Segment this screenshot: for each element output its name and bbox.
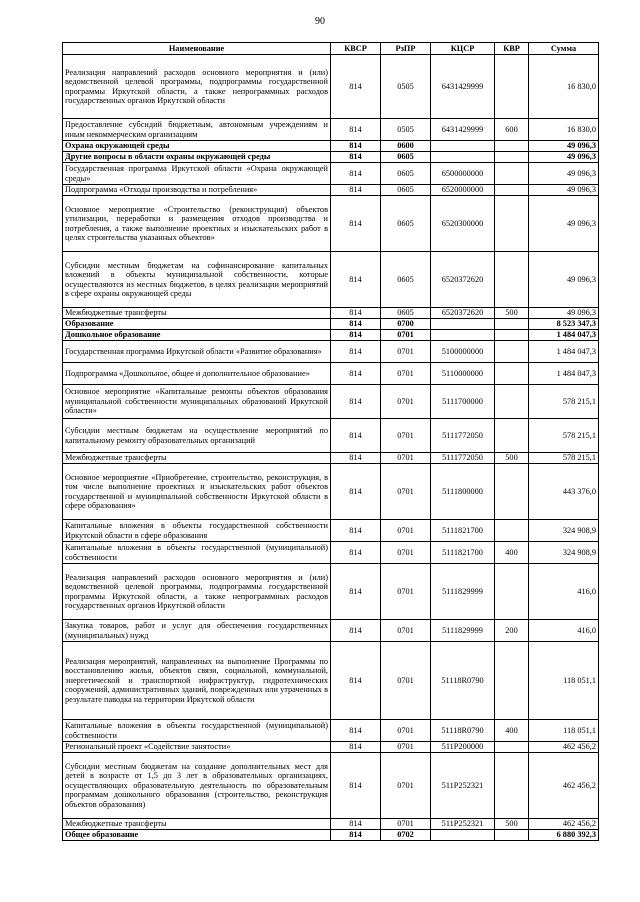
cell-rzpr: 0605	[381, 152, 431, 163]
cell-rzpr: 0701	[381, 419, 431, 453]
cell-kvsr: 814	[331, 419, 381, 453]
cell-sum: 8 523 347,3	[529, 319, 599, 330]
table-row	[63, 742, 599, 753]
cell-sum: 462 456,2	[529, 742, 599, 753]
cell-kvsr: 814	[331, 252, 381, 308]
cell-name: Межбюджетные трансферты	[63, 819, 331, 830]
table-body	[63, 55, 599, 841]
cell-name: Реализация направлений расходов основного мероприятия и (или) ведомственной целевой программы, подпрограммы государственной программы Иркутской области, а также непрограммных расходов государственных органов Иркутской области	[63, 564, 331, 620]
cell-rzpr: 0701	[381, 520, 431, 542]
cell-sum: 16 830,0	[529, 119, 599, 141]
cell-kcsr: 5100000000	[431, 341, 495, 363]
cell-kvr	[495, 341, 529, 363]
cell-kvsr: 814	[331, 119, 381, 141]
cell-name: Государственная программа Иркутской области «Развитие образования»	[63, 341, 331, 363]
cell-name: Реализация направлений расходов основного мероприятия и (или) ведомственной целевой программы, подпрограммы государственной программы Иркутской области, а также непрограммных расходов государственных органов Иркутской области	[63, 55, 331, 119]
cell-kcsr: 6520372620	[431, 252, 495, 308]
cell-rzpr: 0701	[381, 363, 431, 385]
cell-sum: 1 484 047,3	[529, 363, 599, 385]
cell-sum: 16 830,0	[529, 55, 599, 119]
cell-kvr	[495, 363, 529, 385]
cell-name: Капитальные вложения в объекты государственной (муниципальной) собственности	[63, 720, 331, 742]
cell-kcsr: 51118R0790	[431, 642, 495, 720]
cell-kvsr: 814	[331, 55, 381, 119]
cell-sum: 49 096,3	[529, 141, 599, 152]
cell-kvsr: 814	[331, 308, 381, 319]
table-row	[63, 330, 599, 341]
cell-kvsr: 814	[331, 163, 381, 185]
cell-kvsr: 814	[331, 185, 381, 196]
cell-kvsr: 814	[331, 152, 381, 163]
table-row	[63, 419, 599, 453]
table-row	[63, 152, 599, 163]
cell-rzpr: 0605	[381, 185, 431, 196]
cell-kvr	[495, 141, 529, 152]
cell-rzpr: 0701	[381, 642, 431, 720]
cell-kcsr: 5111800000	[431, 464, 495, 520]
cell-sum: 462 456,2	[529, 753, 599, 819]
cell-rzpr: 0605	[381, 196, 431, 252]
cell-name: Субсидии местным бюджетам на осуществление мероприятий по капитальному ремонту образовательных организаций	[63, 419, 331, 453]
table-row	[63, 753, 599, 819]
cell-kcsr: 511P252321	[431, 753, 495, 819]
cell-kvr: 500	[495, 308, 529, 319]
cell-kvr	[495, 55, 529, 119]
cell-kcsr: 5111821700	[431, 520, 495, 542]
table-row	[63, 252, 599, 308]
cell-rzpr: 0701	[381, 819, 431, 830]
cell-sum: 443 376,0	[529, 464, 599, 520]
table-row	[63, 185, 599, 196]
cell-name: Основное мероприятие «Капитальные ремонты объектов образования муниципальной собственности муниципальных образований Иркутской области»	[63, 385, 331, 419]
cell-rzpr: 0701	[381, 620, 431, 642]
table-row	[63, 542, 599, 564]
header-kcsr: КЦСР	[431, 43, 495, 55]
table-row	[63, 319, 599, 330]
cell-name: Образование	[63, 319, 331, 330]
cell-kcsr	[431, 152, 495, 163]
cell-rzpr: 0701	[381, 341, 431, 363]
cell-kvr	[495, 252, 529, 308]
cell-sum: 6 880 392,3	[529, 830, 599, 841]
table-row	[63, 141, 599, 152]
cell-name: Общее образование	[63, 830, 331, 841]
table-row	[63, 720, 599, 742]
cell-sum: 118 051,1	[529, 720, 599, 742]
cell-kvr	[495, 642, 529, 720]
cell-kcsr	[431, 319, 495, 330]
cell-kvr	[495, 753, 529, 819]
header-sum: Сумма	[529, 43, 599, 55]
cell-kcsr: 51118R0790	[431, 720, 495, 742]
cell-kvr	[495, 163, 529, 185]
table-row	[63, 163, 599, 185]
cell-kcsr	[431, 830, 495, 841]
cell-sum: 578 215,1	[529, 419, 599, 453]
cell-kvr: 500	[495, 819, 529, 830]
cell-kvr: 600	[495, 119, 529, 141]
table-row	[63, 385, 599, 419]
cell-sum: 49 096,3	[529, 152, 599, 163]
cell-sum: 49 096,3	[529, 185, 599, 196]
page-number: 90	[315, 16, 325, 27]
cell-rzpr: 0701	[381, 564, 431, 620]
table-row	[63, 819, 599, 830]
cell-kvr	[495, 564, 529, 620]
cell-kcsr: 6431429999	[431, 55, 495, 119]
table-row	[63, 308, 599, 319]
cell-rzpr: 0701	[381, 742, 431, 753]
cell-kvsr: 814	[331, 830, 381, 841]
cell-name: Охрана окружающей среды	[63, 141, 331, 152]
cell-rzpr: 0701	[381, 542, 431, 564]
cell-kvsr: 814	[331, 196, 381, 252]
cell-kvsr: 814	[331, 642, 381, 720]
cell-kvsr: 814	[331, 564, 381, 620]
cell-kcsr: 5111700000	[431, 385, 495, 419]
cell-kcsr: 5110000000	[431, 363, 495, 385]
cell-name: Субсидии местным бюджетам на софинансирование капитальных вложений в объекты муниципальной собственности, которые осуществляются из местных бюджетов, в целях реализации мероприятий в сфере охраны окружающей среды	[63, 252, 331, 308]
cell-name: Государственная программа Иркутской области «Охрана окружающей среды»	[63, 163, 331, 185]
cell-sum: 118 051,1	[529, 642, 599, 720]
cell-name: Капитальные вложения в объекты государственной собственности Иркутской области в сфере образования	[63, 520, 331, 542]
cell-sum: 1 484 047,3	[529, 341, 599, 363]
cell-name: Подпрограмма «Отходы производства и потребления»	[63, 185, 331, 196]
cell-sum: 1 484 047,3	[529, 330, 599, 341]
table-row	[63, 620, 599, 642]
header-kvr: КВР	[495, 43, 529, 55]
cell-name: Другие вопросы в области охраны окружающей среды	[63, 152, 331, 163]
cell-kvsr: 814	[331, 464, 381, 520]
cell-kcsr	[431, 330, 495, 341]
cell-kcsr: 5111772050	[431, 453, 495, 464]
cell-kcsr: 6520372620	[431, 308, 495, 319]
cell-name: Капитальные вложения в объекты государственной (муниципальной) собственности	[63, 542, 331, 564]
cell-kvsr: 814	[331, 520, 381, 542]
table-row	[63, 642, 599, 720]
cell-sum: 324 908,9	[529, 520, 599, 542]
cell-rzpr: 0701	[381, 453, 431, 464]
header-rzpr: РзПР	[381, 43, 431, 55]
cell-kcsr: 5111821700	[431, 542, 495, 564]
cell-kvsr: 814	[331, 319, 381, 330]
cell-kvr: 400	[495, 542, 529, 564]
cell-rzpr: 0505	[381, 119, 431, 141]
cell-name: Межбюджетные трансферты	[63, 308, 331, 319]
cell-kvsr: 814	[331, 341, 381, 363]
cell-kcsr: 5111772050	[431, 419, 495, 453]
cell-sum: 324 908,9	[529, 542, 599, 564]
cell-kcsr: 6520300000	[431, 196, 495, 252]
cell-kvsr: 814	[331, 141, 381, 152]
cell-kcsr: 6431429999	[431, 119, 495, 141]
cell-kcsr: 6500000000	[431, 163, 495, 185]
cell-kcsr: 6520000000	[431, 185, 495, 196]
cell-kcsr: 5111829999	[431, 620, 495, 642]
cell-kvsr: 814	[331, 819, 381, 830]
cell-name: Межбюджетные трансферты	[63, 453, 331, 464]
cell-rzpr: 0701	[381, 330, 431, 341]
table-row	[63, 520, 599, 542]
table-row	[63, 564, 599, 620]
cell-kcsr: 511P252321	[431, 819, 495, 830]
table-row	[63, 453, 599, 464]
cell-kvsr: 814	[331, 720, 381, 742]
cell-kvr	[495, 742, 529, 753]
cell-name: Основное мероприятие «Приобретение, строительство, реконструкция, в том числе выполнение проектных и изыскательских работ объектов государственной и муниципальной собственности Иркутской области в сфере образования»	[63, 464, 331, 520]
cell-kvr: 500	[495, 453, 529, 464]
table-row	[63, 464, 599, 520]
cell-kvr	[495, 152, 529, 163]
cell-kvr: 400	[495, 720, 529, 742]
cell-kvr	[495, 464, 529, 520]
cell-sum: 49 096,3	[529, 196, 599, 252]
cell-kvr	[495, 520, 529, 542]
cell-sum: 416,0	[529, 564, 599, 620]
cell-kvr	[495, 385, 529, 419]
cell-rzpr: 0605	[381, 252, 431, 308]
cell-rzpr: 0701	[381, 385, 431, 419]
table-header-row	[63, 43, 599, 55]
cell-sum: 578 215,1	[529, 453, 599, 464]
cell-rzpr: 0605	[381, 163, 431, 185]
cell-rzpr: 0701	[381, 464, 431, 520]
cell-kvr: 200	[495, 620, 529, 642]
table-row	[63, 363, 599, 385]
budget-table	[62, 42, 599, 841]
cell-kvr	[495, 330, 529, 341]
cell-kvsr: 814	[331, 363, 381, 385]
table-row	[63, 55, 599, 119]
cell-name: Субсидии местным бюджетам на создание дополнительных мест для детей в возрасте от 1,5 до 3 лет в образовательных организациях, осуществляющих образовательную деятельность по образовательным программам дошкольного образования (строительство, реконструкция объектов образования)	[63, 753, 331, 819]
cell-rzpr: 0702	[381, 830, 431, 841]
cell-name: Закупка товаров, работ и услуг для обеспечения государственных (муниципальных) нужд	[63, 620, 331, 642]
cell-kvr	[495, 185, 529, 196]
cell-kvsr: 814	[331, 753, 381, 819]
cell-sum: 49 096,3	[529, 308, 599, 319]
table-row	[63, 119, 599, 141]
header-name: Наименование	[63, 43, 331, 55]
cell-rzpr: 0505	[381, 55, 431, 119]
cell-name: Подпрограмма «Дошкольное, общее и дополнительное образование»	[63, 363, 331, 385]
cell-kvsr: 814	[331, 453, 381, 464]
cell-rzpr: 0700	[381, 319, 431, 330]
cell-sum: 462 456,2	[529, 819, 599, 830]
table-row	[63, 341, 599, 363]
cell-kcsr: 511P200000	[431, 742, 495, 753]
cell-kvr	[495, 419, 529, 453]
cell-sum: 49 096,3	[529, 252, 599, 308]
cell-kvsr: 814	[331, 330, 381, 341]
cell-rzpr: 0701	[381, 720, 431, 742]
cell-kcsr: 5111829999	[431, 564, 495, 620]
cell-name: Региональный проект «Содействие занятости»	[63, 742, 331, 753]
cell-sum: 578 215,1	[529, 385, 599, 419]
cell-name: Реализация мероприятий, направленных на выполнение Программы по восстановлению жилья, объектов связи, социальной, коммунальной, энергетической и транспортной инфраструктур, гидротехнических сооружений, административных зданий, поврежденных или утраченных в результате паводка на территории Иркутской области	[63, 642, 331, 720]
cell-kvr	[495, 830, 529, 841]
cell-kcsr	[431, 141, 495, 152]
cell-rzpr: 0701	[381, 753, 431, 819]
cell-kvsr: 814	[331, 742, 381, 753]
cell-name: Основное мероприятие «Строительство (реконструкция) объектов утилизации, переработки и размещения отходов производства и потребления, а также выполнение проектных и изыскательских работ в целях строительства указанных объектов»	[63, 196, 331, 252]
table-row	[63, 196, 599, 252]
cell-rzpr: 0600	[381, 141, 431, 152]
cell-name: Дошкольное образование	[63, 330, 331, 341]
cell-kvsr: 814	[331, 620, 381, 642]
cell-kvr	[495, 319, 529, 330]
table-row	[63, 830, 599, 841]
cell-sum: 416,0	[529, 620, 599, 642]
cell-sum: 49 096,3	[529, 163, 599, 185]
cell-kvsr: 814	[331, 385, 381, 419]
cell-rzpr: 0605	[381, 308, 431, 319]
header-kvsr: КВСР	[331, 43, 381, 55]
cell-kvr	[495, 196, 529, 252]
cell-name: Предоставление субсидий бюджетным, автономным учреждениям и иным некоммерческим организациям	[63, 119, 331, 141]
cell-kvsr: 814	[331, 542, 381, 564]
